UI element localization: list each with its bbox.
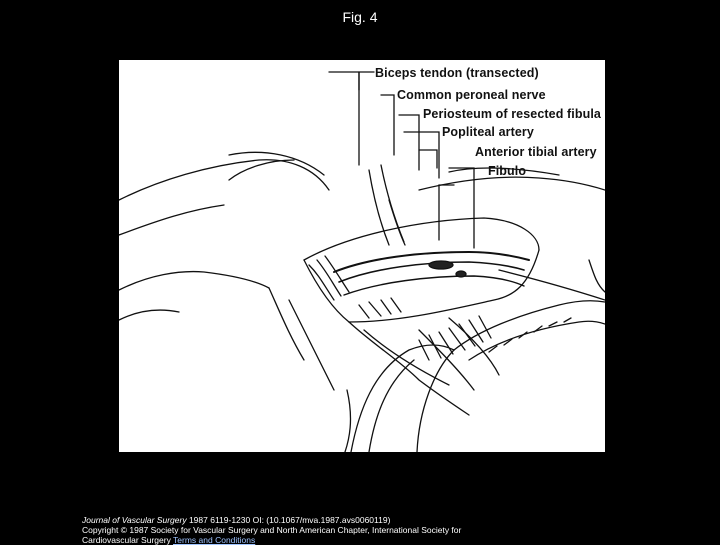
citation-rest: 1987 6119-1230 OI: (10.1067/mva.1987.avs0060119) [186,515,391,525]
surgical-illustration [119,60,605,452]
citation-footer [82,515,702,545]
copyright-line-2 [82,535,702,545]
copyright-end: Cardiovascular Surgery [82,535,174,545]
page-title: Fig. 4 [342,9,378,25]
citation-line [82,515,702,525]
label-fibulo: Fibulo [488,164,527,178]
label-popliteal-artery: Popliteal artery [442,125,534,139]
label-periosteum: Periosteum of resected fibula [423,107,601,121]
terms-link[interactable]: Terms and Conditions [173,535,256,545]
copyright-line: Copyright © 1987 Society for Vascular Surgery and North American Chapter, International Society for [82,525,462,535]
journal-name: Journal of Vascular Surgery [82,515,187,525]
label-common-peroneal-nerve: Common peroneal nerve [397,88,546,102]
label-biceps-tendon: Biceps tendon (transected) [375,66,539,80]
label-anterior-tibial-artery: Anterior tibial artery [475,145,597,159]
